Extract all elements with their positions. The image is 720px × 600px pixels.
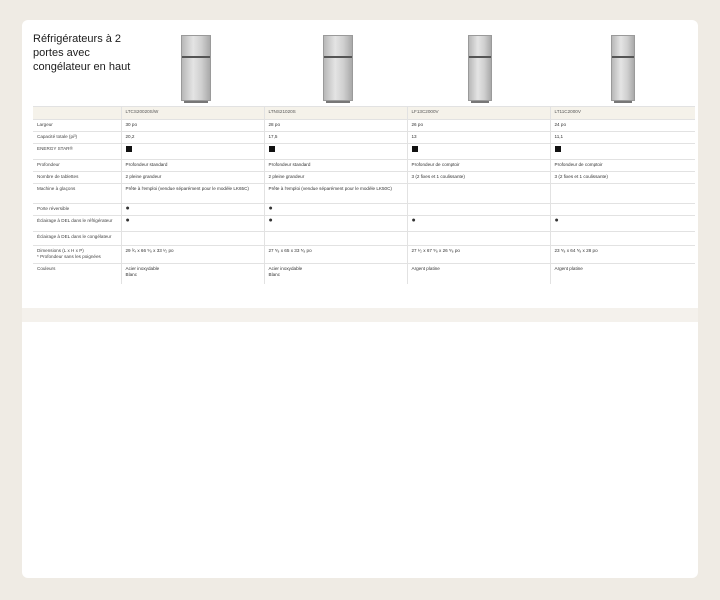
spec-value bbox=[550, 184, 695, 204]
energy-star-cell bbox=[264, 144, 407, 160]
spec-value: 23 ⁵⁄₈ x 64 ⁵⁄₈ x 28 po bbox=[550, 246, 695, 264]
energy-star-cell bbox=[407, 144, 550, 160]
spec-value: Profondeur standard bbox=[121, 160, 264, 172]
spec-value: Profondeur standard bbox=[264, 160, 407, 172]
row-label: Machine à glaçons bbox=[33, 184, 121, 204]
spec-value: ● bbox=[407, 216, 550, 232]
spec-value: 24 po bbox=[550, 120, 695, 132]
table-row bbox=[33, 232, 695, 246]
spec-value: Profondeur de comptoir bbox=[407, 160, 550, 172]
model-name: LTNS21020S bbox=[264, 107, 407, 120]
energy-star-cell bbox=[121, 144, 264, 160]
spec-value: 2 pleine grandeur bbox=[264, 172, 407, 184]
row-label: Profondeur bbox=[33, 160, 121, 172]
spec-value bbox=[121, 232, 264, 246]
energy-star-icon bbox=[412, 146, 418, 152]
row-label: Porte réversible bbox=[33, 204, 121, 216]
spec-value: 20,2 bbox=[121, 132, 264, 144]
row-label: ENERGY STAR® bbox=[33, 144, 121, 160]
spec-value: 13 bbox=[407, 132, 550, 144]
spec-value: Prête à l'emploi (vendue séparément pour le modèle LK50C) bbox=[264, 184, 407, 204]
spec-value bbox=[550, 232, 695, 246]
spec-value: Acier inoxydable Blanc bbox=[121, 264, 264, 284]
spec-value: Argent platine bbox=[550, 264, 695, 284]
table-row bbox=[33, 144, 695, 160]
spec-value bbox=[407, 184, 550, 204]
table-row bbox=[33, 172, 695, 184]
spec-value bbox=[407, 232, 550, 246]
table-row bbox=[33, 132, 695, 144]
spec-value bbox=[407, 204, 550, 216]
row-label: Capacité totale (pi³) bbox=[33, 132, 121, 144]
comparison-card bbox=[22, 20, 698, 578]
energy-star-cell bbox=[550, 144, 695, 160]
row-label: Éclairage à DEL dans le réfrigérateur bbox=[33, 216, 121, 232]
spec-value: 3 (2 fixes et 1 coulissante) bbox=[407, 172, 550, 184]
spec-value: 2 pleine grandeur bbox=[121, 172, 264, 184]
spec-value: ● bbox=[121, 204, 264, 216]
spec-value: ● bbox=[264, 204, 407, 216]
spec-value: Argent platine bbox=[407, 264, 550, 284]
fridge-image-1 bbox=[181, 35, 211, 101]
fridge-image-4 bbox=[611, 35, 635, 101]
spec-value: ● bbox=[264, 216, 407, 232]
fridge-image-3 bbox=[468, 35, 492, 101]
spec-value: 26 po bbox=[407, 120, 550, 132]
spec-value bbox=[264, 232, 407, 246]
row-label: Couleurs bbox=[33, 264, 121, 284]
spec-value: Profondeur de comptoir bbox=[550, 160, 695, 172]
spec-value: 17,5 bbox=[264, 132, 407, 144]
spec-value: ● bbox=[550, 216, 695, 232]
spec-value: 28 po bbox=[264, 120, 407, 132]
table-row bbox=[33, 216, 695, 232]
spec-table bbox=[33, 106, 695, 284]
energy-star-icon bbox=[269, 146, 275, 152]
row-label: Dimensions (L x H x P) * Profondeur sans les poignées bbox=[33, 246, 121, 264]
spec-value: 29 ³⁄₄ x 66 ⁵⁄₈ x 33 ¹⁄₂ po bbox=[121, 246, 264, 264]
table-row bbox=[33, 184, 695, 204]
spec-value: 30 po bbox=[121, 120, 264, 132]
row-sublabel: * Profondeur sans les poignées bbox=[37, 254, 101, 259]
table-row bbox=[33, 246, 695, 264]
header-empty bbox=[33, 107, 121, 120]
table-row bbox=[33, 120, 695, 132]
model-name: LT11C2000V bbox=[550, 107, 695, 120]
energy-star-icon bbox=[126, 146, 132, 152]
row-label: Nombre de tablettes bbox=[33, 172, 121, 184]
model-name: LF13C2000V bbox=[407, 107, 550, 120]
model-name: LTCS20020S/W bbox=[121, 107, 264, 120]
spec-value bbox=[550, 204, 695, 216]
torn-edge bbox=[22, 308, 698, 322]
spec-value: Prête à l'emploi (vendue séparément pour le modèle LK65C) bbox=[121, 184, 264, 204]
energy-star-icon bbox=[555, 146, 561, 152]
spec-value: Acier inoxydable Blanc bbox=[264, 264, 407, 284]
page-title: Réfrigérateurs à 2 portes avec congélateur en haut bbox=[33, 33, 131, 73]
table-row bbox=[33, 160, 695, 172]
spec-value: 11,1 bbox=[550, 132, 695, 144]
spec-value: 27 ¹⁄₂ x 67 ⁵⁄₈ x 26 ⁵⁄₈ po bbox=[407, 246, 550, 264]
table-row bbox=[33, 204, 695, 216]
spec-value: 27 ⁵⁄₈ x 65 x 33 ⁵⁄₈ po bbox=[264, 246, 407, 264]
spec-value: 3 (2 fixes et 1 coulissante) bbox=[550, 172, 695, 184]
table-row bbox=[33, 264, 695, 284]
row-label: Éclairage à DEL dans le congélateur bbox=[33, 232, 121, 246]
model-header-row bbox=[33, 107, 695, 120]
row-label: Largeur bbox=[33, 120, 121, 132]
fridge-image-2 bbox=[323, 35, 353, 101]
spec-value: ● bbox=[121, 216, 264, 232]
